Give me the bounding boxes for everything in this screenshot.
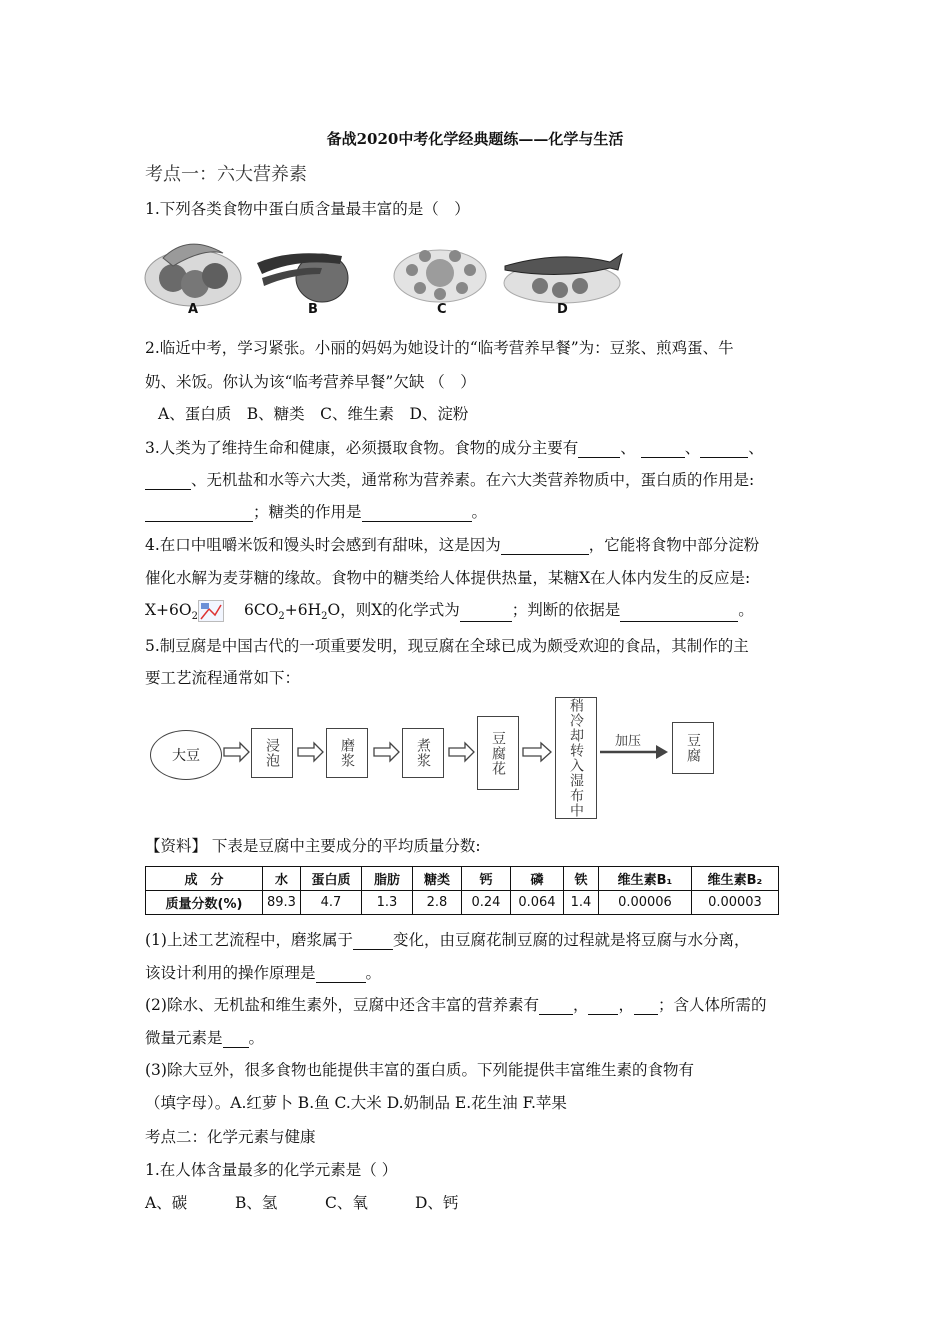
flow-step-grind: 磨浆 (326, 728, 368, 778)
food-label-d: D (557, 302, 568, 317)
section-heading-2: 考点二：化学元素与健康 (145, 1128, 316, 1146)
food-label-c: C (437, 302, 447, 317)
question-5-2-text-b: ；含人体所需的 (658, 996, 767, 1014)
table-header-cell: 糖类 (412, 867, 461, 891)
question-2-options: A、蛋白质 B、糖类 C、维生素 D、淀粉 (158, 405, 469, 423)
question-3-text-1: 3.人类为了维持生命和健康，必须摄取食物。食物的成分主要有 (145, 439, 579, 457)
table-header-cell: 脂肪 (361, 867, 412, 891)
answer-blank[interactable] (353, 949, 393, 950)
table-cell: 4.7 (300, 891, 361, 915)
question-1: 1.下列各类食物中蛋白质含量最丰富的是（ ） (145, 200, 470, 218)
question-2-line-2: 奶、米饭。你认为该“临考营养早餐”欠缺 （ ） (145, 373, 476, 391)
question-3-line-3: ；糖类的作用是 。 (145, 500, 487, 522)
flow-arrow (224, 743, 249, 761)
table-header-cell: 铁 (563, 867, 598, 891)
option-d: D、钙 (415, 1194, 459, 1212)
table-cell: 1.3 (361, 891, 412, 915)
equation-product-2: +6H (284, 601, 322, 619)
table-cell: 0.00006 (598, 891, 691, 915)
question-4-text-1a: 4.在口中咀嚼米饭和馒头时会感到有甜味，这是因为 (145, 536, 501, 554)
question-5-1-line-2: 该设计利用的操作原理是 。 (145, 964, 382, 982)
question-5-2-line-1: (2)除水、无机盐和维生素外，豆腐中还含丰富的营养素有 ， ， ；含人体所需的 (145, 996, 767, 1014)
question-5-2-line-2: 微量元素是 。 (145, 1029, 265, 1047)
question-5-2-text-a: (2)除水、无机盐和维生素外，豆腐中还含丰富的营养素有 (145, 996, 539, 1014)
option-c: C、氧 (325, 1194, 368, 1212)
answer-blank[interactable] (223, 1047, 249, 1048)
question-5-3-line-1: (3)除大豆外，很多食物也能提供丰富的蛋白质。下列能提供丰富维生素的食物有 (145, 1061, 694, 1079)
flow-step-soak: 浸泡 (251, 728, 293, 778)
table-header-row (146, 867, 779, 891)
composition-table (145, 866, 779, 915)
question-5-2-text-c: 微量元素是 (145, 1029, 223, 1047)
table-row-label: 质量分数(%) (146, 891, 263, 915)
section-2-question-1: 1.在人体含量最多的化学元素是（ ） (145, 1161, 398, 1179)
flow-arrow (298, 743, 323, 761)
question-5-1-text-b: 变化，由豆腐花制豆腐的过程就是将豆腐与水分离， (392, 931, 750, 949)
flow-arrow (374, 743, 399, 761)
flow-press-arrowhead (656, 745, 668, 759)
section-heading-1: 考点一：六大营养素 (145, 164, 307, 185)
option-a: A、碳 (145, 1194, 188, 1212)
table-cell: 0.064 (510, 891, 563, 915)
table-cell: 0.00003 (691, 891, 778, 915)
material-intro: 【资料】 下表是豆腐中主要成分的平均质量分数: (145, 837, 481, 855)
table-cell: 1.4 (563, 891, 598, 915)
flow-step-cool-wrap: 稍冷却转入湿布中 (555, 697, 597, 819)
table-cell: 2.8 (412, 891, 461, 915)
flow-start-soybean: 大豆 (150, 730, 222, 780)
answer-blank[interactable] (316, 982, 366, 983)
flow-step-tofu: 豆腐 (672, 722, 714, 774)
equation-left: X+6O (145, 601, 192, 619)
answer-blank[interactable] (634, 1014, 658, 1015)
page-title: 备战2020中考化学经典题练——化学与生活 (326, 130, 624, 148)
question-4-line-2: 催化水解为麦芽糖的缘故。食物中的糖类给人体提供热量，某糖X在人体内发生的反应是: (145, 569, 751, 587)
table-header-cell: 蛋白质 (300, 867, 361, 891)
food-label-b: B (308, 302, 318, 317)
section-2-question-1-options (145, 1191, 505, 1213)
question-4-text-1b: ，它能将食物中部分淀粉 (588, 536, 760, 554)
question-2-line-1: 2.临近中考，学习紧张。小丽的妈妈为她设计的“临考营养早餐”为：豆浆、煎鸡蛋、牛 (145, 339, 734, 357)
question-3-text-3: ；糖类的作用是 (253, 503, 362, 521)
table-row (146, 891, 779, 915)
table-header-cell: 成 分 (146, 867, 263, 891)
table-header-cell: 水 (263, 867, 301, 891)
question-5-1-text-a: (1)上述工艺流程中，磨浆属于 (145, 931, 353, 949)
question-4-line-3: $X+6O_2$ $6CO_2+6H_2O$，则X的化学式为 ；判断的依据是 。 (145, 601, 754, 623)
question-4-text-3e: ；判断的依据是 (511, 601, 621, 619)
flow-arrow (523, 743, 551, 761)
answer-blank[interactable] (588, 1014, 618, 1015)
flow-step-boil: 煮浆 (402, 728, 444, 778)
question-5-1-line-1 (145, 928, 749, 950)
question-5-3-line-2: （填字母）。A.红萝卜 B.鱼 C.大米 D.奶制品 E.花生油 F.苹果 (145, 1094, 567, 1112)
table-header-cell: 钙 (461, 867, 510, 891)
equation-product-1: 6CO (243, 601, 279, 619)
question-4-text-3d: O，则X的化学式为 (327, 601, 460, 619)
table-cell: 0.24 (461, 891, 510, 915)
option-b: B、氢 (235, 1194, 278, 1212)
question-3-line-1: 3.人类为了维持生命和健康，必须摄取食物。食物的成分主要有 、 、 、 (145, 439, 764, 457)
question-5-line-2: 要工艺流程通常如下： (145, 669, 301, 687)
question-5-line-1: 5.制豆腐是中国古代的一项重要发明，现豆腐在全球已成为颇受欢迎的食品，其制作的主 (145, 637, 749, 655)
question-5-1-text-c: 该设计利用的操作原理是 (145, 964, 316, 982)
table-header-cell: 维生素B₁ (598, 867, 691, 891)
flow-arrow (449, 743, 474, 761)
flow-step-tofu-curd: 豆腐花 (477, 716, 519, 790)
table-header-cell: 磷 (510, 867, 563, 891)
food-label-a: A (188, 302, 199, 317)
table-cell: 89.3 (263, 891, 301, 915)
answer-blank[interactable] (539, 1014, 573, 1015)
flow-press-label: 加压 (615, 734, 642, 749)
question-3-text-2: 、无机盐和水等六大类，通常称为营养素。在六大类营养物质中，蛋白质的作用是: (191, 471, 755, 489)
table-header-cell: 维生素B₂ (691, 867, 778, 891)
